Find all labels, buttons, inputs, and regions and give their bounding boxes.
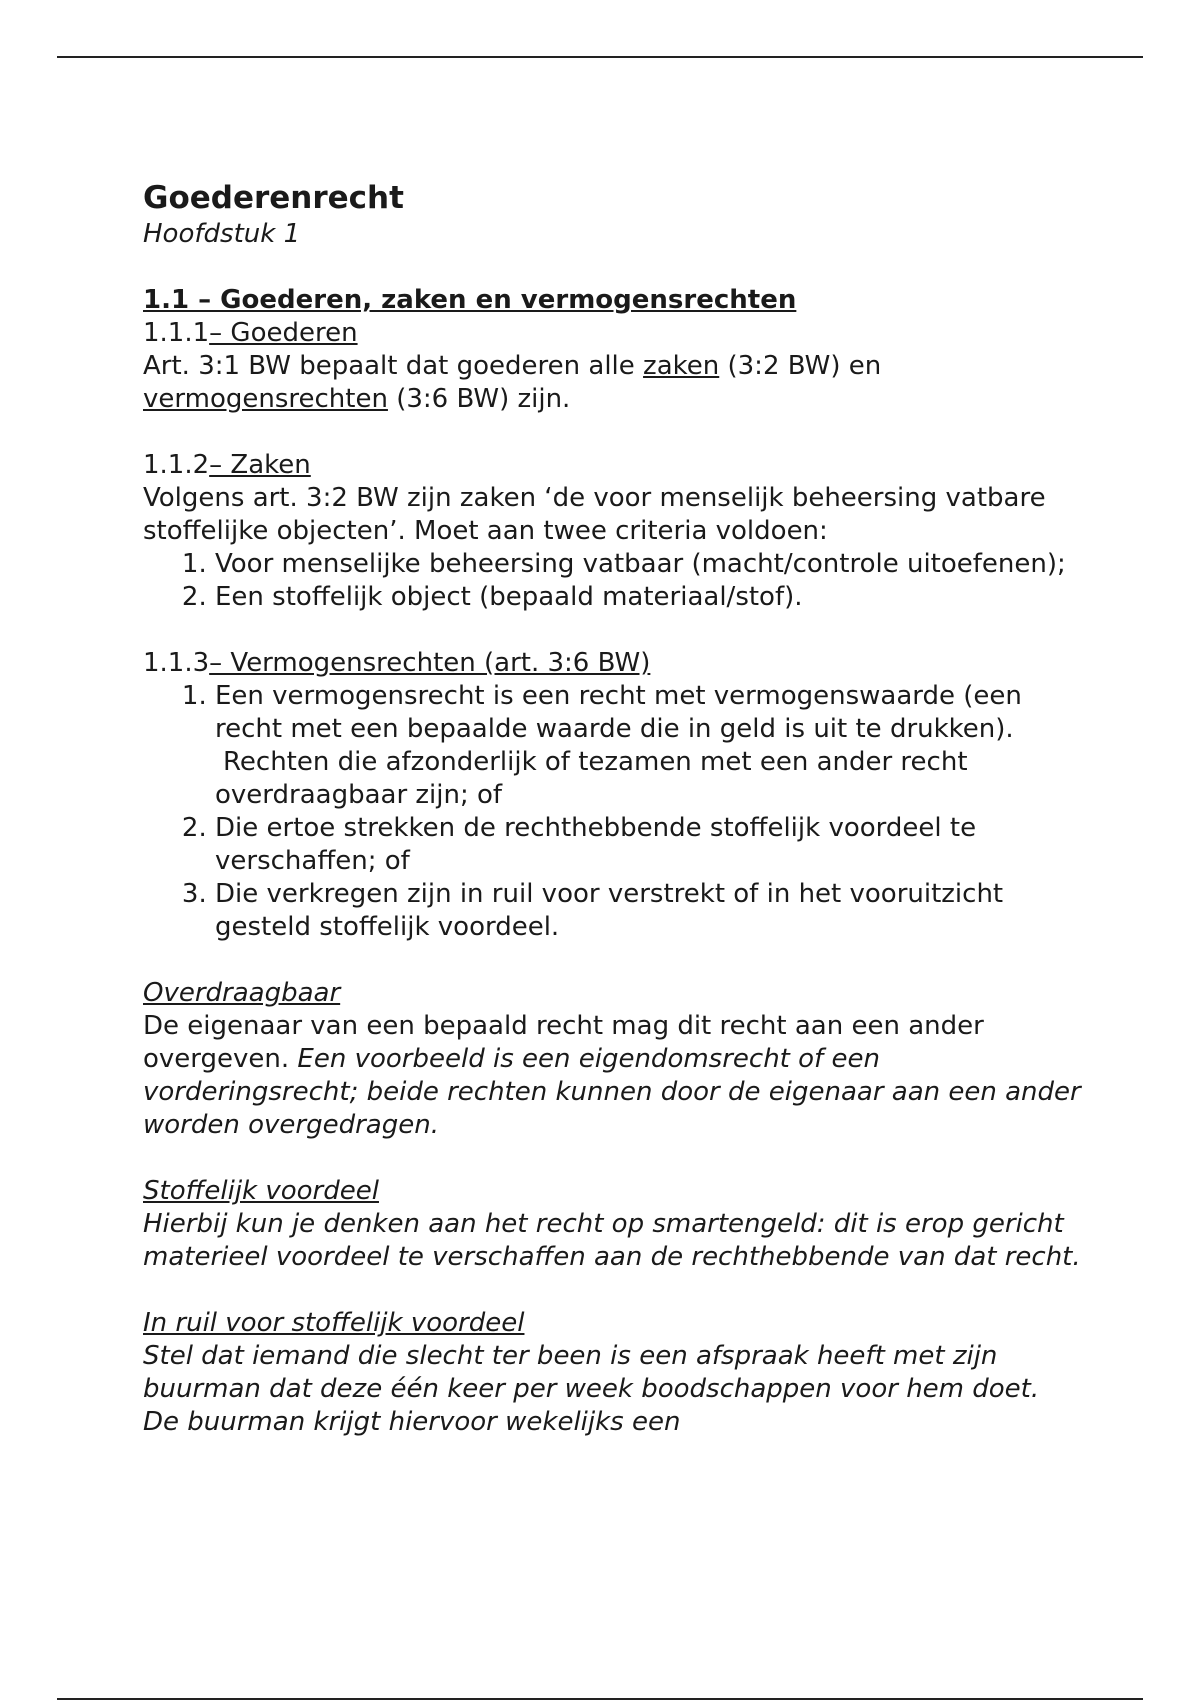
heading-stoffelijk-voordeel: Stoffelijk voordeel <box>143 1176 379 1206</box>
paragraph-overdraagbaar <box>143 1010 1083 1142</box>
paragraph-goederen <box>143 350 1083 416</box>
list-item-text: Een vermogensrecht is een recht met vermogenswaarde (een recht met een bepaalde waarde die in geld is uit te drukken). <box>215 681 1022 744</box>
list-item-continuation: Rechten die afzonderlijk of tezamen met een ander recht overdraagbaar zijn; of <box>215 747 968 810</box>
chapter-label: Hoofdstuk 1 <box>143 219 301 249</box>
subsection-number: 1.1.2 <box>143 450 210 480</box>
example-text: Een voorbeeld is een eigendomsrecht of een vorderingsrecht; beide rechten kunnen door de eigenaar aan een ander worden overgedragen. <box>143 1044 1081 1140</box>
list-item <box>215 680 1083 812</box>
heading-overdraagbaar: Overdraagbaar <box>143 978 341 1008</box>
subsection-number: 1.1.1 <box>143 318 210 348</box>
subsection-title: – Goederen <box>209 318 358 348</box>
subsection-title: – Zaken <box>209 450 311 480</box>
term-vermogensrechten: vermogensrechten <box>143 384 388 414</box>
subsection-number: 1.1.3 <box>143 648 210 678</box>
criteria-list <box>143 548 1083 614</box>
paragraph-text: (3:2 BW) en <box>719 351 882 381</box>
paragraph-stoffelijk-voordeel: Hierbij kun je denken aan het recht op smartengeld: dit is erop gericht materieel voordeel te verschaffen aan de rechthebbende van dat recht. <box>143 1209 1081 1272</box>
section-heading: 1.1 – Goederen, zaken en vermogensrechten <box>143 285 797 315</box>
list-item: 1. Voor menselijke beheersing vatbaar (macht/controle uitoefenen); <box>215 548 1083 581</box>
heading-in-ruil: In ruil voor stoffelijk voordeel <box>143 1308 525 1338</box>
paragraph-text: (3:6 BW) zijn. <box>387 384 571 414</box>
subsection-vermogensrechten-heading <box>143 647 1083 680</box>
paragraph-text: Art. 3:1 BW bepaalt dat goederen alle <box>143 351 644 381</box>
subsection-goederen-heading <box>143 317 1083 350</box>
document-page <box>143 178 1083 1439</box>
list-item: 3. Die verkregen zijn in ruil voor verstrekt of in het vooruitzicht gesteld stoffelijk voordeel. <box>215 878 1083 944</box>
subsection-title: – Vermogensrechten (art. 3:6 BW) <box>209 648 651 678</box>
list-item: 2. Die ertoe strekken de rechthebbende stoffelijk voordeel te verschaffen; of <box>215 812 1083 878</box>
list-item: 2. Een stoffelijk object (bepaald materiaal/stof). <box>215 581 1083 614</box>
term-zaken: zaken <box>643 351 720 381</box>
vermogensrechten-list <box>143 680 1083 944</box>
paragraph-zaken: Volgens art. 3:2 BW zijn zaken ‘de voor menselijk beheersing vatbare stoffelijke objecten’. Moet aan twee criteria voldoen: <box>143 483 1046 546</box>
subsection-zaken-heading <box>143 449 1083 482</box>
header-rule <box>57 56 1143 58</box>
document-title: Goederenrecht <box>143 180 404 216</box>
paragraph-text: De eigenaar van een bepaald recht mag dit recht aan een ander overgeven. <box>143 1011 984 1074</box>
paragraph-in-ruil: Stel dat iemand die slecht ter been is een afspraak heeft met zijn buurman dat deze één keer per week boodschappen voor hem doet. De buurman krijgt hiervoor wekelijks een <box>143 1341 1040 1437</box>
